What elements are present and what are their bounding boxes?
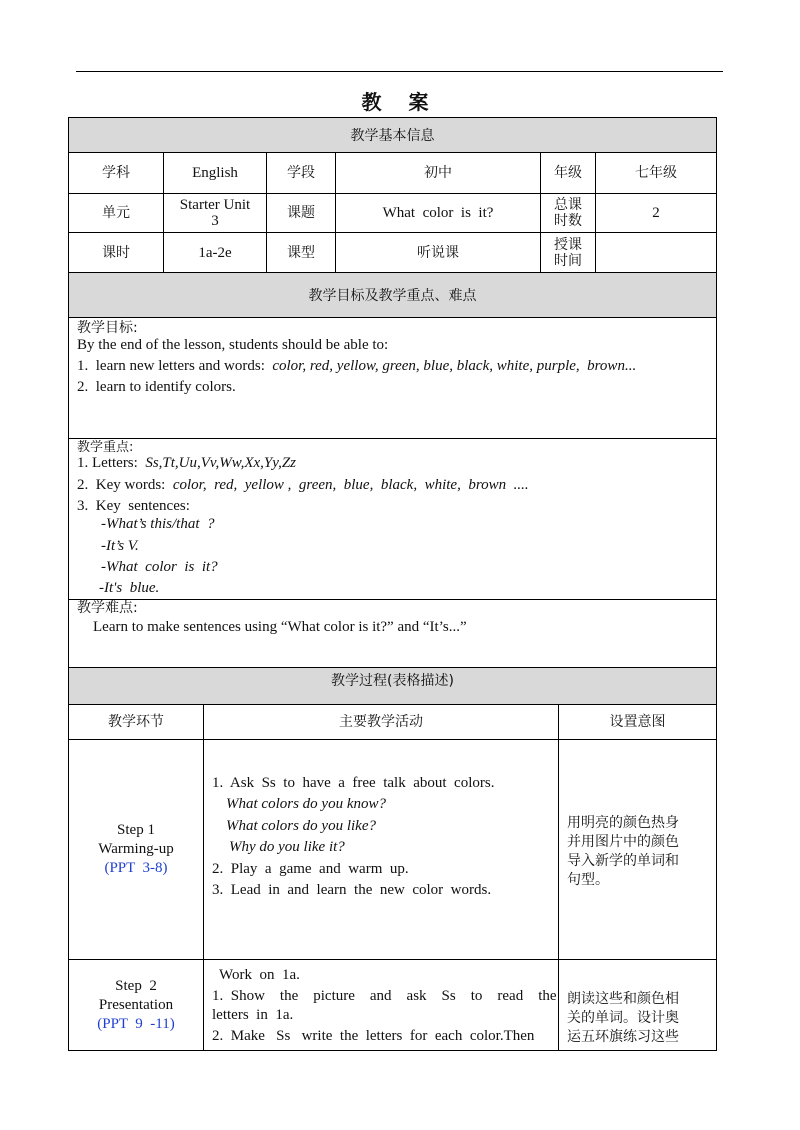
step1-title: Warming-up — [98, 841, 174, 857]
topic-label: 课题 — [266, 193, 336, 233]
unit-line-2: 3 — [211, 213, 219, 229]
step1-intent-line-3: 导入新学的单词和 — [567, 853, 679, 869]
objective-item-1-prefix: 1. learn new letters and words: — [77, 358, 273, 374]
objectives-section — [68, 317, 717, 439]
total-hours-label-2: 时数 — [554, 213, 582, 229]
document-title: 教 案 — [361, 90, 439, 114]
step1-activity-1: 1. Ask Ss to have a free talk about colors. — [212, 775, 495, 791]
step2-activity-1-line-2: letters in 1a. — [212, 1007, 294, 1023]
step2-work-on: Work on 1a. — [219, 967, 300, 983]
objectives-intro: By the end of the lesson, students should be able to: — [77, 337, 389, 353]
key-points-section — [68, 438, 717, 600]
goals-header: 教学目标及教学重点、难点 — [68, 272, 717, 318]
key-words — [77, 475, 529, 496]
teaching-time-label-1: 授课 — [554, 236, 582, 253]
step2-intent-text — [567, 990, 679, 1047]
step2-intent-cell — [558, 959, 717, 1051]
step2-intent-line-1: 朗读这些和颜色相 — [567, 991, 679, 1007]
step2-activities-cell — [203, 959, 559, 1051]
step2-stage-cell — [68, 959, 204, 1051]
step1-intent-cell — [558, 739, 717, 960]
key-sentence-1: -What’s this/that ? — [101, 516, 215, 532]
header-rule — [76, 71, 723, 72]
key-sentences-label: 3. Key sentences: — [77, 498, 190, 514]
col-header-activities: 主要教学活动 — [203, 704, 559, 740]
objective-item-2: 2. learn to identify colors. — [77, 379, 236, 395]
col-header-stage: 教学环节 — [68, 704, 204, 740]
objective-item-1 — [77, 356, 636, 377]
total-hours-label — [540, 193, 596, 233]
subject-value: English — [163, 152, 267, 194]
total-hours-value: 2 — [595, 193, 717, 233]
step1-intent-line-1: 用明亮的颜色热身 — [567, 815, 679, 831]
step1-intent-line-2: 并用图片中的颜色 — [567, 834, 679, 850]
step1-question-3: Why do you like it? — [229, 839, 345, 855]
unit-line-1: Starter Unit — [179, 197, 251, 213]
teaching-time-label-2: 时间 — [554, 252, 582, 269]
step2-activity-2-line-1: 2. Make Ss write the letters for each color.Then — [212, 1028, 535, 1044]
teaching-time-value — [595, 232, 717, 273]
step1-name: Step 1 — [117, 822, 155, 838]
step1-ppt: (PPT 3-8) — [104, 860, 168, 876]
key-sentence-4: -It's blue. — [99, 580, 160, 596]
unit-label: 单元 — [68, 193, 164, 233]
stage-value: 初中 — [335, 152, 541, 194]
basic-info-header: 教学基本信息 — [68, 117, 717, 153]
step1-activities-cell — [203, 739, 559, 960]
step2-intent-line-3: 运五环旗练习这些 — [567, 1029, 679, 1045]
difficulty-text: Learn to make sentences using “What color is it?” and “It’s...” — [93, 619, 467, 635]
topic-value: What color is it? — [335, 193, 541, 233]
key-letters — [77, 453, 296, 474]
step2-title: Presentation — [98, 996, 174, 1013]
step1-activity-2: 2. Play a game and warm up. — [212, 861, 409, 877]
period-label: 课时 — [68, 232, 164, 273]
process-header: 教学过程(表格描述) — [68, 667, 717, 705]
teaching-time-label — [540, 232, 596, 273]
lesson-type-value: 听说课 — [335, 232, 541, 273]
key-words-list: color, red, yellow , green, blue, black, white, brown .... — [172, 477, 529, 493]
step2-name: Step 2 — [115, 977, 157, 994]
key-words-prefix: 2. Key words: — [77, 477, 173, 493]
step2-intent-line-2: 关的单词。设计奥 — [567, 1010, 679, 1026]
objectives-label: 教学目标: — [77, 320, 138, 336]
period-value: 1a-2e — [163, 232, 267, 273]
subject-label: 学科 — [68, 152, 164, 194]
col-header-intent: 设置意图 — [558, 704, 717, 740]
difficulty-section — [68, 599, 717, 668]
key-sentence-2: -It’s V. — [101, 538, 139, 554]
grade-label: 年级 — [540, 152, 596, 194]
difficulty-label: 教学难点: — [77, 600, 138, 616]
lesson-type-label: 课型 — [266, 232, 336, 273]
step2-ppt: (PPT 9 -11) — [97, 1015, 175, 1032]
step1-question-2: What colors do you like? — [226, 818, 376, 834]
key-letters-prefix: 1. Letters: — [77, 455, 146, 471]
step1-intent-line-4: 句型。 — [567, 872, 609, 888]
key-letters-list: Ss,Tt,Uu,Vv,Ww,Xx,Yy,Zz — [145, 455, 297, 471]
step1-stage-cell — [68, 739, 204, 960]
objective-item-1-words: color, red, yellow, green, blue, black, white, purple, brown... — [272, 358, 637, 374]
step2-activity-1-line-1: 1. Show the picture and ask Ss to read the — [212, 988, 557, 1004]
unit-value — [163, 193, 267, 233]
step1-question-1: What colors do you know? — [226, 796, 386, 812]
grade-value: 七年级 — [595, 152, 717, 194]
step1-intent-text — [567, 814, 679, 890]
step1-activity-3: 3. Lead in and learn the new color words. — [212, 882, 492, 898]
total-hours-label-1: 总课 — [554, 197, 582, 213]
key-points-label: 教学重点: — [77, 440, 134, 455]
stage-label: 学段 — [266, 152, 336, 194]
key-sentence-3: -What color is it? — [101, 559, 218, 575]
